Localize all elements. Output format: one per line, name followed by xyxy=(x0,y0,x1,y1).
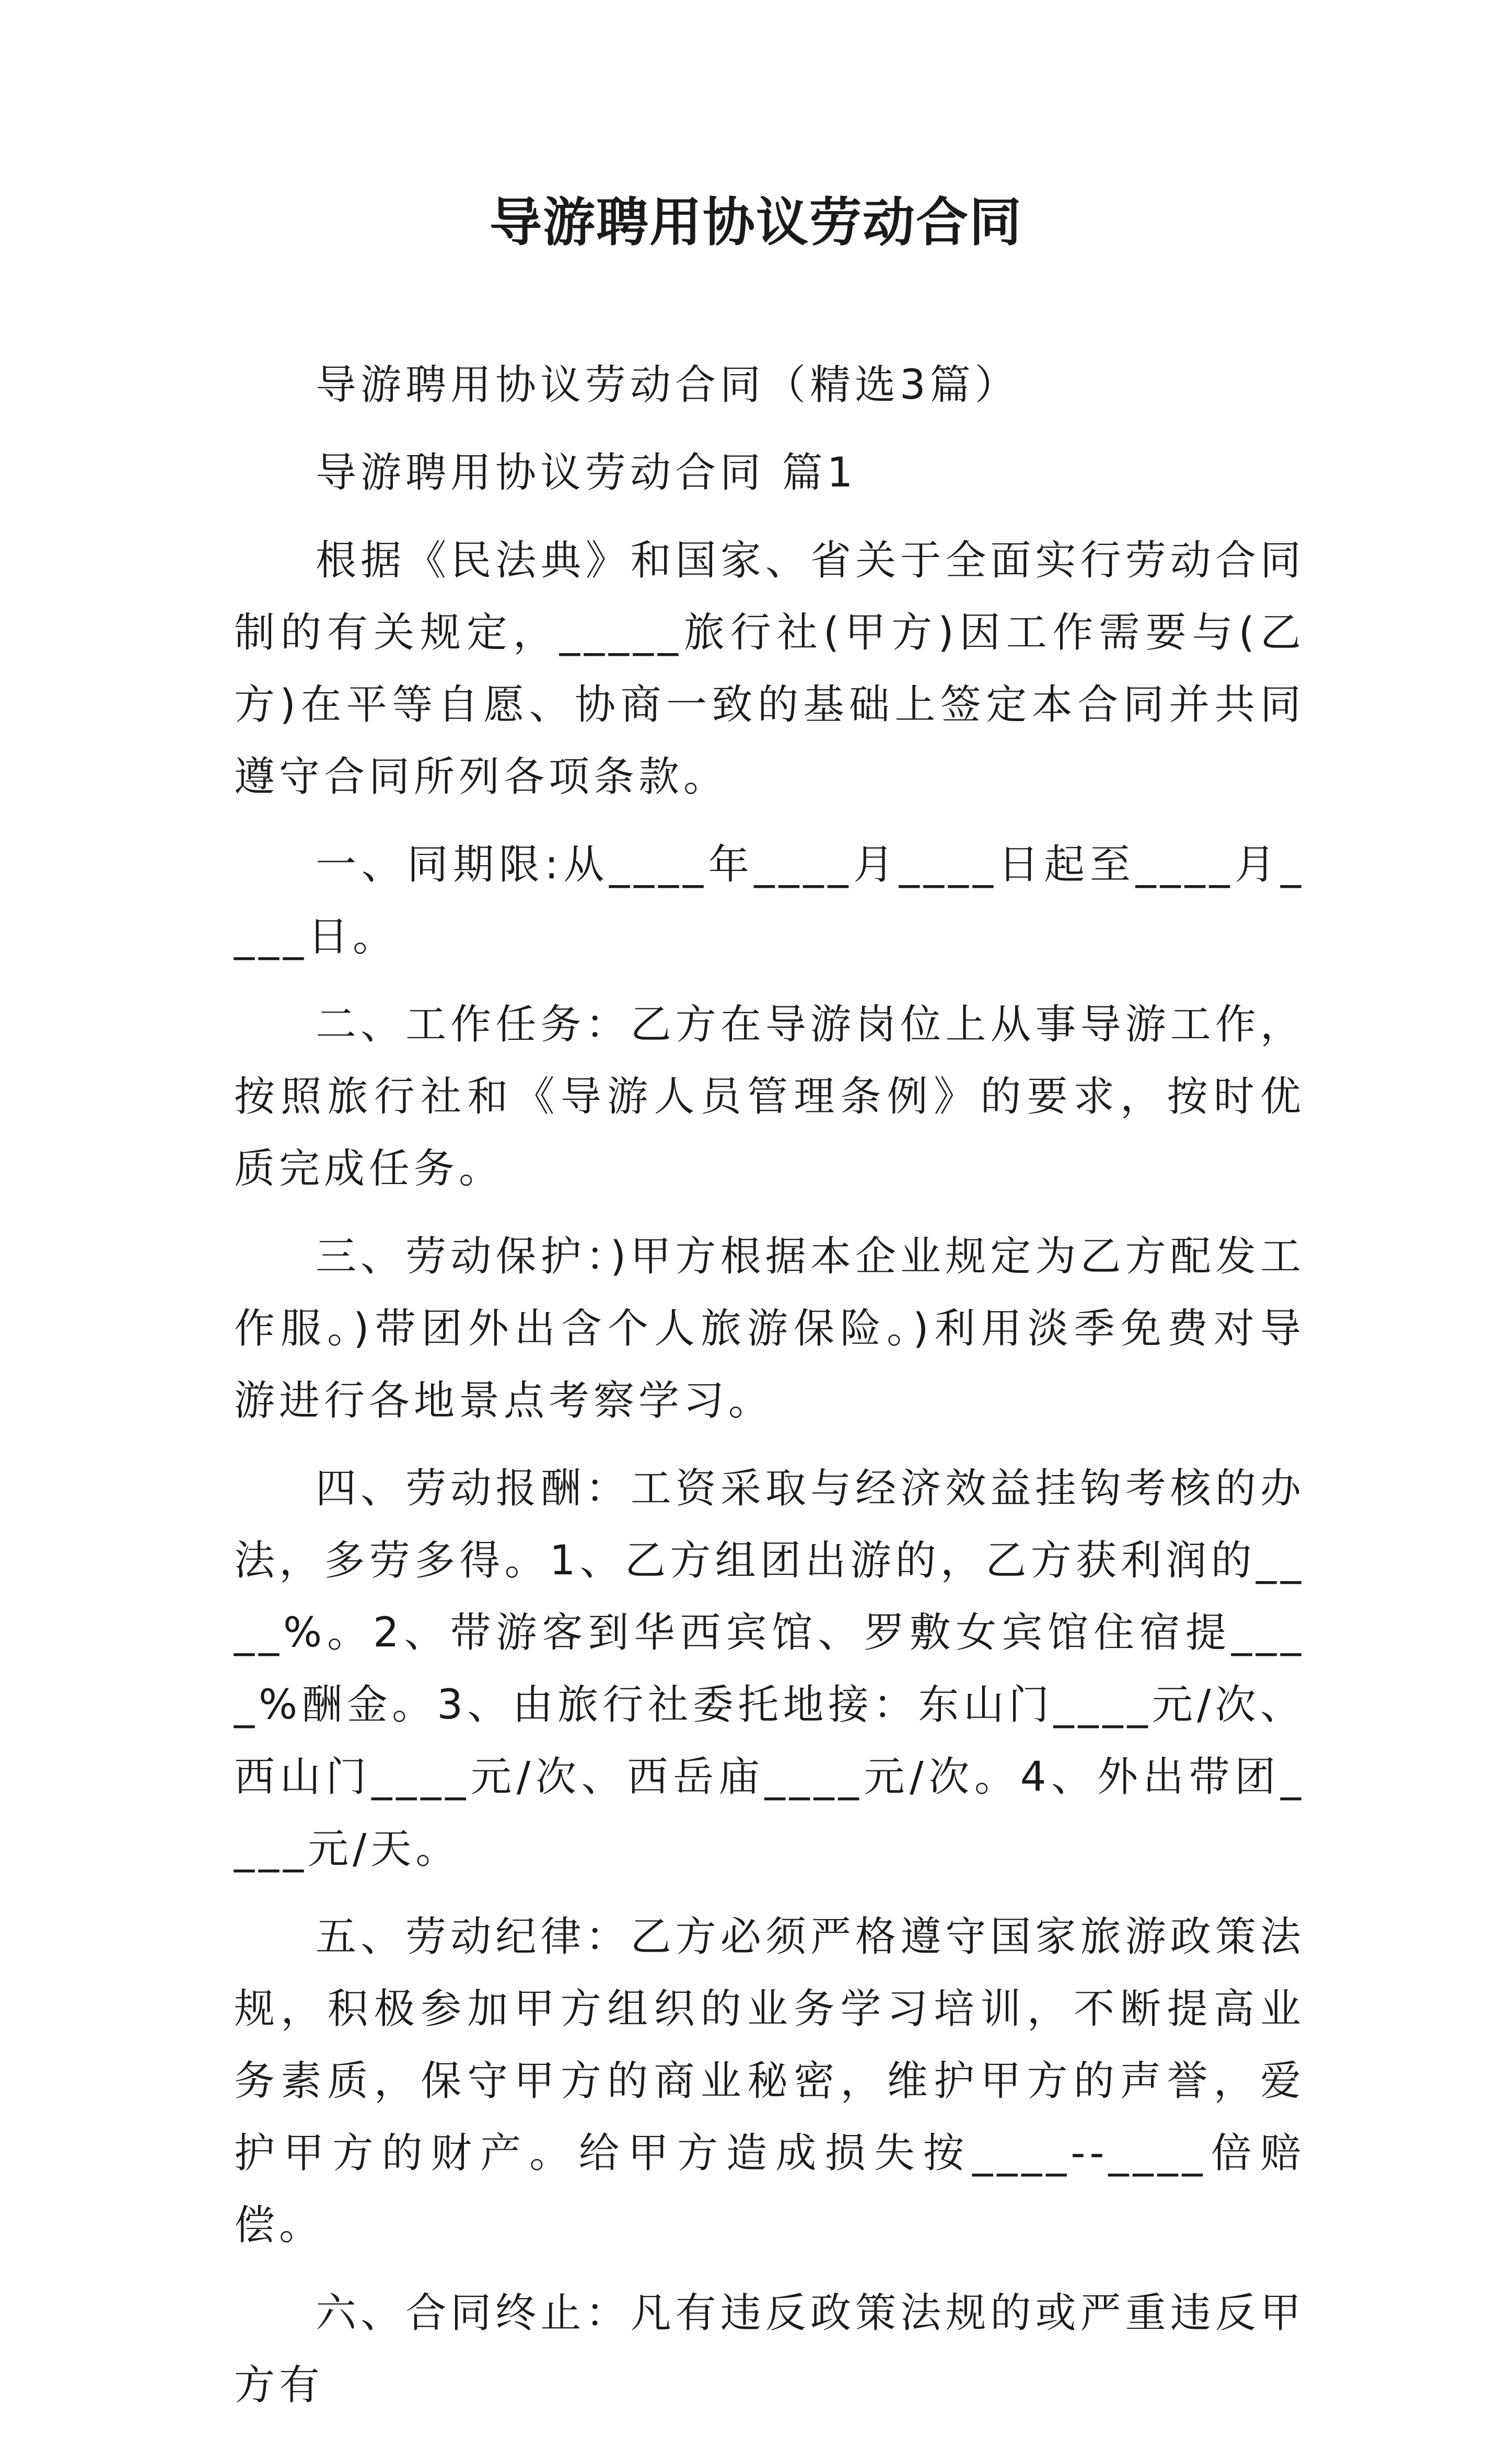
paragraph-protection: 三、劳动保护：)甲方根据本企业规定为乙方配发工作服。)带团外出含个人旅游保险。)利用淡季免费对导游进行各地景点考察学习。 xyxy=(234,1233,1305,1424)
paragraph-remuneration: 四、劳动报酬：工资采取与经济效益挂钩考核的办法，多劳多得。1、乙方组团出游的，乙方获利润的____%。2、带游客到华西宾馆、罗敷女宾馆住宿提____%酬金。3、由旅行社委托地接：东山门____元/次、西山门____元/次、西岳庙____元/次。4、外出带团____元/天。 xyxy=(234,1465,1305,1873)
document-body xyxy=(234,349,1305,2437)
paragraph-duties: 二、工作任务：乙方在导游岗位上从事导游工作，按照旅行社和《导游人员管理条例》的要求，按时优质完成任务。 xyxy=(234,1001,1305,1192)
paragraph-discipline: 五、劳动纪律：乙方必须严格遵守国家旅游政策法规，积极参加甲方组织的业务学习培训，不断提高业务素质，保守甲方的商业秘密，维护甲方的声誉，爱护甲方的财产。给甲方造成损失按____--____倍赔偿。 xyxy=(234,1913,1305,2249)
document-title: 导游聘用协议劳动合同 xyxy=(490,191,1022,253)
paragraph-section-heading: 导游聘用协议劳动合同 篇1 xyxy=(316,449,857,496)
paragraph-preamble: 根据《民法典》和国家、省关于全面实行劳动合同制的有关规定，_____旅行社(甲方)因工作需要与(乙方)在平等自愿、协商一致的基础上签定本合同并共同遵守合同所列各项条款。 xyxy=(234,537,1305,800)
paragraph-term: 一、同期限:从____年____月____日起至____月____日。 xyxy=(234,841,1305,960)
paragraph-subtitle: 导游聘用协议劳动合同（精选3篇） xyxy=(316,362,1020,409)
paragraph-termination: 六、合同终止：凡有违反政策法规的或严重违反甲方有 xyxy=(234,2290,1305,2409)
